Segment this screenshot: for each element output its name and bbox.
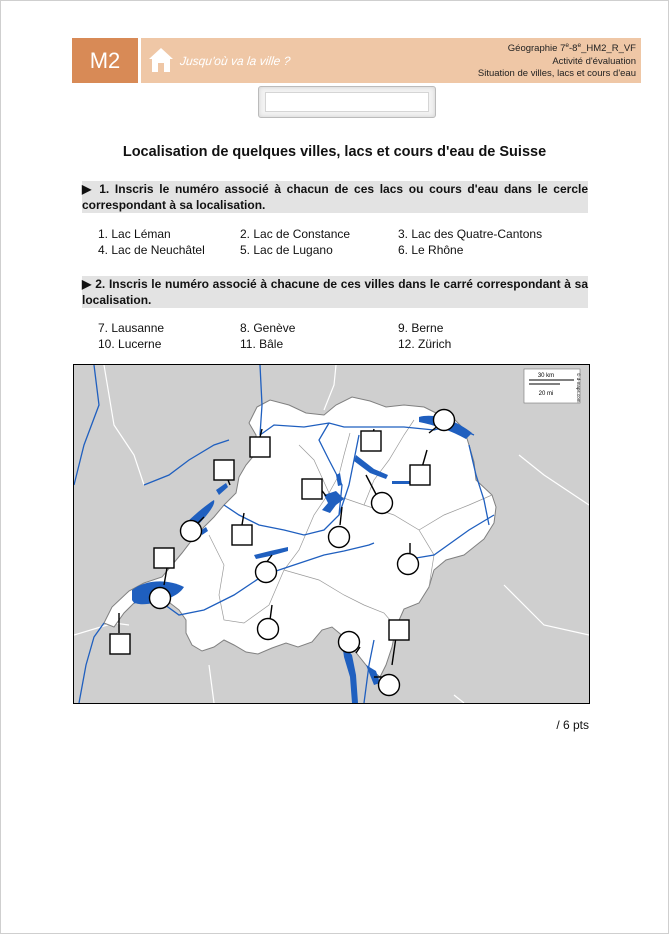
question-2-list — [98, 321, 568, 352]
list-item: 4. Lac de Neuchâtel — [98, 242, 205, 257]
scale-km-label: 30 km — [537, 373, 555, 379]
list-item: 10. Lucerne — [98, 336, 162, 351]
list-item: 8. Genève — [240, 321, 296, 335]
list-item: 11. Bâle — [240, 336, 284, 351]
list-item: 6. Le Rhône — [398, 242, 464, 257]
student-name-box[interactable] — [258, 86, 436, 118]
french-river — [74, 365, 99, 485]
chapter-title: Jusqu'où va la ville ? — [179, 54, 292, 68]
city-square[interactable] — [214, 460, 234, 485]
city-square[interactable] — [302, 479, 326, 499]
lake-walen — [392, 481, 410, 484]
module-badge: M2 — [72, 38, 138, 83]
list-item: 3. Lac des Quatre-Cantons — [398, 227, 543, 241]
scale-mi-label: 20 mi — [538, 391, 554, 397]
city-square[interactable] — [361, 429, 381, 451]
list-item: 9. Berne — [398, 321, 444, 335]
scale-bar — [524, 369, 582, 403]
question-1-list — [98, 227, 568, 258]
lake-circle[interactable] — [374, 675, 400, 696]
switzerland-land — [104, 397, 496, 677]
list-item: 7. Lausanne — [98, 321, 165, 335]
switzerland-map — [73, 364, 590, 704]
points-total: / 6 pts — [556, 718, 589, 732]
list-item: 5. Lac de Lugano — [240, 242, 333, 257]
list-item: 2. Lac de Constance — [240, 227, 351, 241]
lake-biel — [216, 483, 228, 495]
activity-type: Activité d'évaluation — [552, 55, 636, 67]
map-credit: © d-maps.com — [576, 373, 581, 403]
list-item: 1. Lac Léman — [98, 227, 171, 241]
list-item: 12. Zürich — [398, 336, 452, 351]
lake-circle[interactable] — [150, 588, 171, 609]
rhone-lower — [79, 623, 104, 703]
activity-subject: Situation de villes, lacs et cours d'eau — [477, 68, 636, 80]
document-meta — [478, 40, 636, 81]
course-code: Géographie 7e-8e_HM2_R_VF — [507, 42, 636, 55]
question-2-instruction: ▶ 2. Inscris le numéro associé à chacune de ces villes dans le carré correspondant à sa localisation. — [82, 277, 588, 307]
question-1-instruction: ▶ 1. Inscris le numéro associé à chacun de ces lacs ou cours d'eau dans le cercle correspondant à sa localisation. — [82, 182, 588, 212]
page-title: Localisation de quelques villes, lacs et cours d'eau de Suisse — [122, 144, 547, 160]
lake-circle[interactable] — [339, 632, 361, 654]
house-icon — [148, 46, 174, 74]
